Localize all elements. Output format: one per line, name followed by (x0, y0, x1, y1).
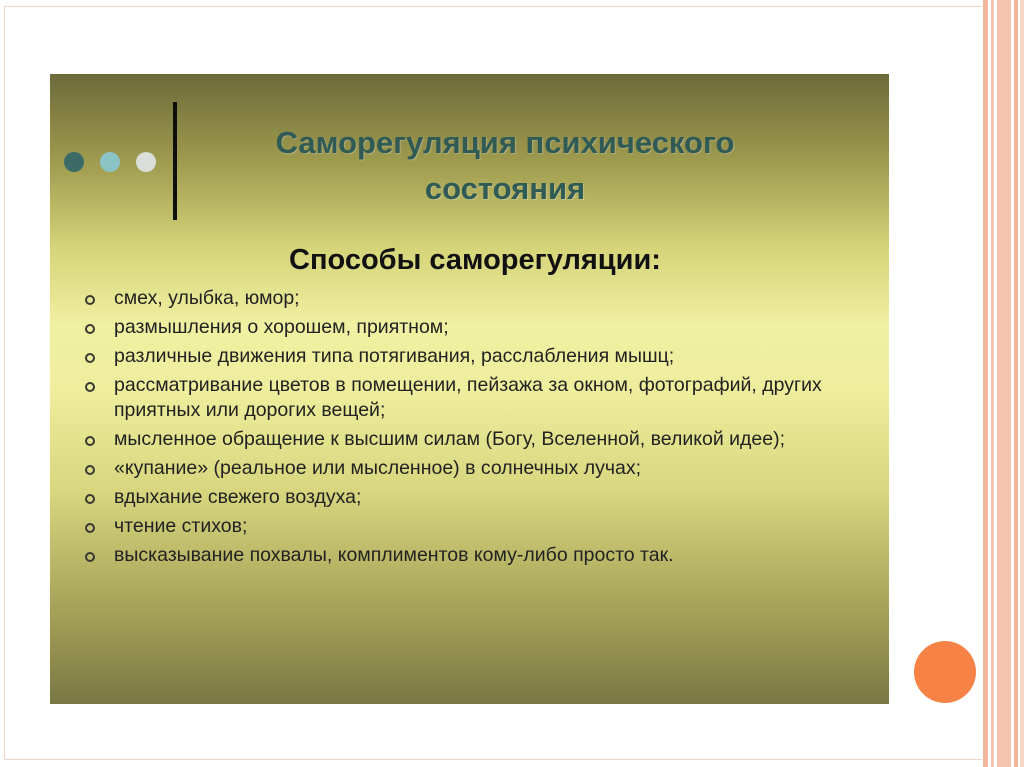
list-item (80, 427, 870, 452)
decor-stripe (997, 0, 1011, 767)
frame-left-line (4, 6, 5, 760)
list-item (80, 456, 870, 481)
bullet-ring-icon (85, 295, 95, 305)
decor-stripe (991, 0, 994, 767)
list-item-text: различные движения типа потягивания, расслабления мышц; (114, 345, 675, 367)
orange-circle-decor (914, 641, 976, 703)
vertical-divider (173, 102, 177, 220)
decor-dot-dark (64, 152, 84, 172)
bullet-ring-icon (85, 494, 95, 504)
bullet-ring-icon (85, 436, 95, 446)
slide-title: Саморегуляция психического состояния (275, 125, 735, 206)
list-item (80, 514, 870, 539)
decor-stripe (983, 0, 988, 767)
list-item-text: высказывание похвалы, комплиментов кому-либо просто так. (114, 544, 674, 566)
frame-top-line (4, 6, 982, 7)
list-item (80, 344, 870, 369)
decor-stripe (1014, 0, 1018, 767)
bullet-ring-icon (85, 353, 95, 363)
bullet-ring-icon (85, 465, 95, 475)
decor-dot-pale (136, 152, 156, 172)
bullet-ring-icon (85, 324, 95, 334)
list-item (80, 543, 870, 568)
list-item-text: мысленное обращение к высшим силам (Богу, Вселенной, великой идее); (114, 428, 786, 450)
slide-subtitle: Способы саморегуляции: (289, 244, 661, 276)
list-item-text: вдыхание свежего воздуха; (114, 486, 362, 508)
bullet-ring-icon (85, 382, 95, 392)
list-item-text: рассматривание цветов в помещении, пейзажа за окном, фотографий, других приятных или дорогих вещей; (114, 374, 822, 421)
bullet-ring-icon (85, 552, 95, 562)
list-item-text: размышления о хорошем, приятном; (114, 316, 449, 338)
decor-stripe (1020, 0, 1024, 767)
list-item-text: чтение стихов; (114, 515, 248, 537)
slide-image (50, 74, 889, 704)
list-item (80, 373, 870, 423)
list-item (80, 286, 870, 311)
list-item (80, 485, 870, 510)
bullet-ring-icon (85, 523, 95, 533)
list-item (80, 315, 870, 340)
decor-dot-light (100, 152, 120, 172)
frame-bottom-line (4, 759, 982, 760)
list-item-text: смех, улыбка, юмор; (114, 287, 300, 309)
list-item-text: «купание» (реальное или мысленное) в солнечных лучах; (114, 457, 641, 479)
bullet-list (80, 286, 870, 572)
